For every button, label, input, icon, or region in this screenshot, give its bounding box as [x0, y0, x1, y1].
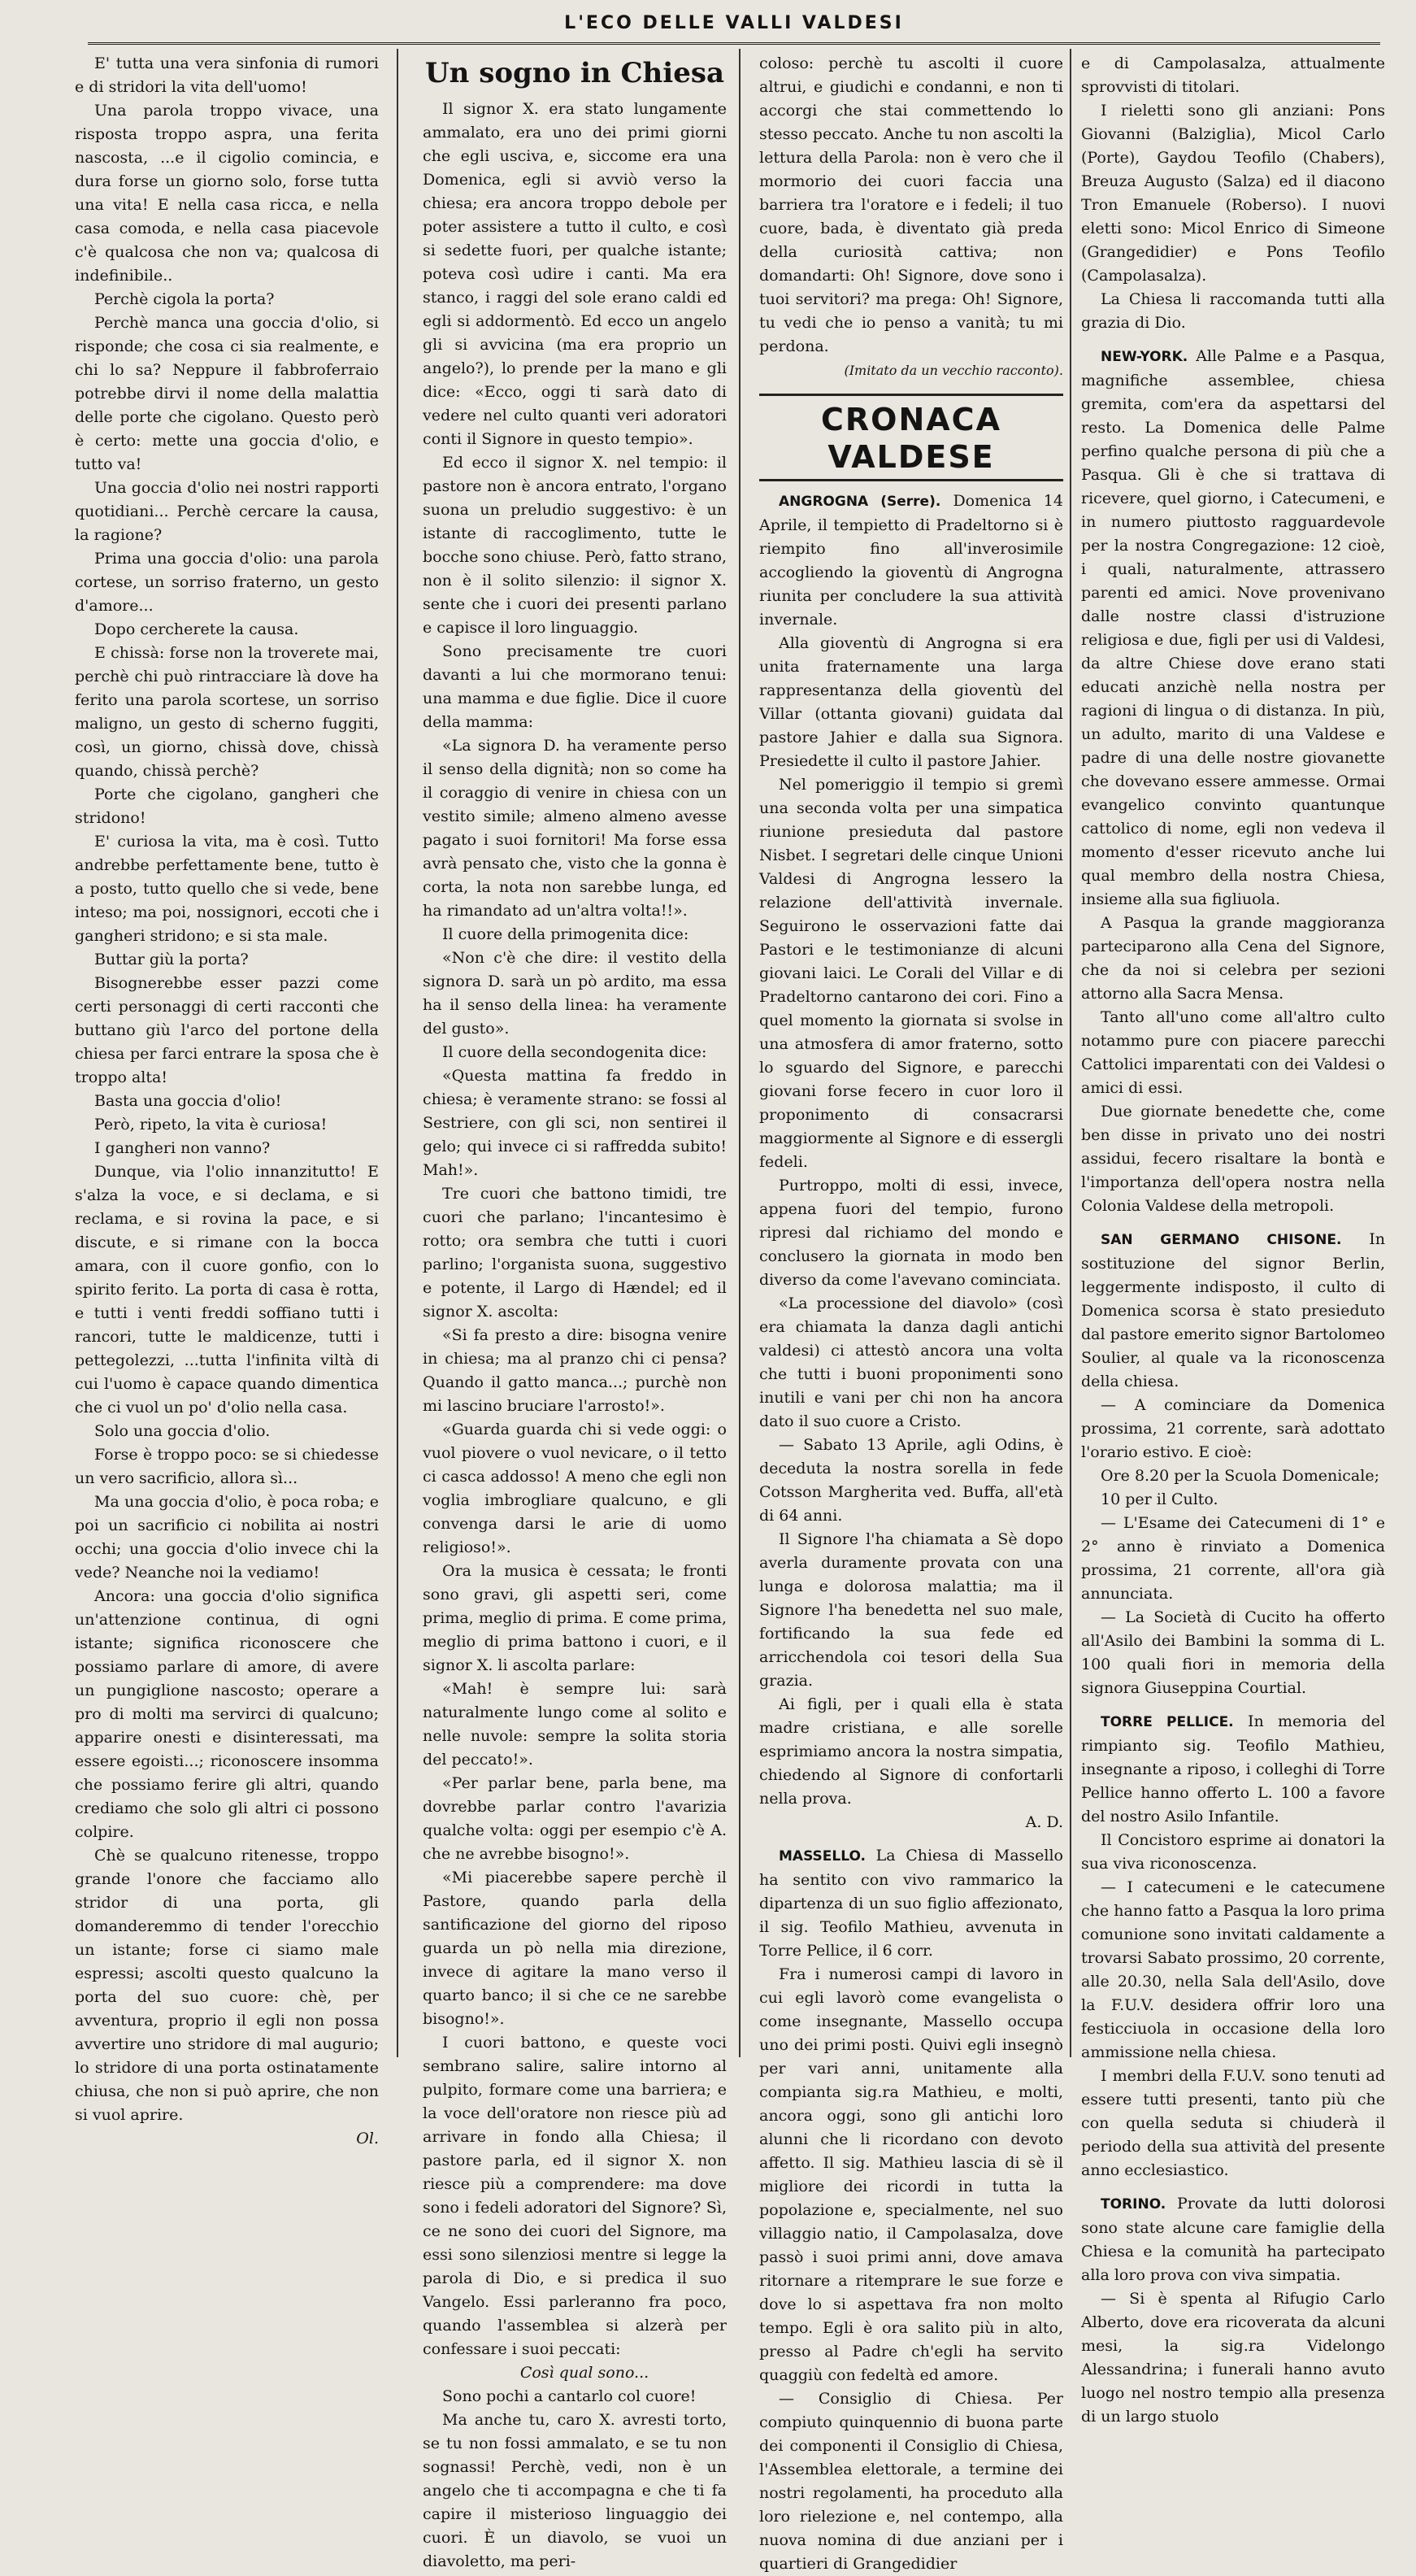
place-name: TORINO.: [1101, 2196, 1166, 2213]
paragraph: I cuori battono, e queste voci sembrano salire, salire intorno al pulpito, formare come una barriera; e la voce dell'oratore non riesce più ad arrivare in fondo alla Chiesa; il pastore parla, ed il signor X. non riesce più a comprendere: ma dove sono i fedeli adoratori del Signore? Sì, ce ne sono dei cuori del Signore, ma essi sono silenziosi mentre si legge la parola di Dio, e si predica il suo Vangelo. Essi parleranno fra poco, quando l'assemblea si alzerà per confessare i suoi peccati:: [423, 2034, 727, 2358]
paragraph: e di Campolasalza, attualmente sprovvisti di titolari.: [1081, 54, 1385, 96]
paragraph: Due giornate benedette che, come ben disse in privato uno dei nostri assidui, fecero risaltare la bontà e l'importanza dell'opera nostra nella Colonia Valdese della metropoli.: [1081, 1103, 1385, 1215]
paragraph: Alle Palme e a Pasqua, magnifiche assemblee, chiesa gremita, com'era da aspettarsi del resto. La Domenica delle Palme perfino qualche persona di più che a Pasqua. Gli è che si trattava di ricevere, quel giorno, i Catecumeni, e in numero piuttosto ragguardevole per la nostra Congregazione: 12 cioè, i quali, naturalmente, attrassero parenti ed amici. Nove provenivano dalle nostre classi d'istruzione religiosa e due, figli per usi di Valdesi, da altre Chiese dove erano stati educati anzichè nella nostra per ragioni di lingua o di distanza. In più, un adulto, marito di una Valdese e padre di una delle nostre giovanette che dovevano essere ammesse. Ormai evangelico convinto quantunque cattolico di nome, egli non vedeva il momento d'esser ricevuto anche lui qual membro della nostra Chiesa, insieme alla sua figliuola.: [1081, 347, 1385, 908]
paragraph: E chissà: forse non la troverete mai, perchè chi può rintracciare là dove ha ferito una parola scortese, un sorriso maligno, un gesto di scherno fuggiti, così, un giorno, chissà dove, chissà quando, chissà perchè?: [75, 644, 379, 780]
paragraph: coloso: perchè tu ascolti il cuore altrui, e giudichi e condanni, e non ti accorgi che stai commettendo lo stesso peccato. Anche tu non ascolti la lettura della Parola: non è vero che il mormorio dei cuori faccia una barriera tra l'oratore e i fedeli; il tuo cuore, bada, è diventato già preda della curiosità cattiva; non domandarti: Oh! Signore, dove sono i tuoi servitori? ma prega: Oh! Signore, tu vedi che io penso a vanità; tu mi perdona.: [759, 54, 1063, 355]
paragraph: I gangheri non vanno?: [94, 1139, 271, 1157]
paragraph: Ed ecco il signor X. nel tempio: il pastore non è ancora entrato, l'organo suona un preludio suggestivo: è un istante di raccoglimento, tutte le bocche sono chiuse. Però, fatto strano, non è il solito silenzio: il signor X. sente che i cuori dei presenti parlano e capisce il loro linguaggio.: [423, 454, 727, 637]
paragraph: «La processione del diavolo» (così era chiamata la danza dagli antichi valdesi) ci attestò ancora una volta che tutti i buoni proponimenti sono inutili e vani per chi non ha ancora dato il suo cuore a Cristo.: [759, 1295, 1063, 1430]
author-initials: A. D.: [1025, 1813, 1063, 1831]
news-item-massello: [759, 1844, 1063, 1963]
paragraph: A Pasqua la grande maggioranza parteciparono alla Cena del Signore, che da noi si celebra per sezioni attorno alla Sacra Mensa.: [1081, 914, 1385, 1003]
article-title: Un sogno in Chiesa: [424, 57, 724, 89]
paragraph: Basta una goccia d'olio!: [94, 1092, 282, 1110]
newspaper-title: L'ECO DELLE VALLI VALDESI: [564, 13, 904, 33]
paragraph: — Si è spenta al Rifugio Carlo Alberto, dove era ricoverata da alcuni mesi, la sig.ra Videlongo Alessandrina; i funerali hanno avuto luogo nel nostro tempio alla presenza di un largo stuolo: [1081, 2290, 1385, 2426]
paragraph: Purtroppo, molti di essi, invece, appena fuori del tempio, furono ripresi dal richiamo del mondo e conclusero la giornata in modo ben diverso da come l'avevano cominciata.: [759, 1177, 1063, 1289]
paragraph: Ma anche tu, caro X. avresti torto, se tu non fossi ammalato, e se tu non sognassi! Perchè, vedi, non è un angelo che ti accompagna e che ti fa capire il misterioso linguaggio dei cuori. È un diavolo, se vuoi un diavoletto, ma peri-: [423, 2411, 727, 2570]
paragraph: Porte che cigolano, gangheri che stridono!: [75, 785, 379, 827]
paragraph: — I catecumeni e le catecumene che hanno fatto a Pasqua la loro prima comunione sono invitati caldamente a trovarsi Sabato prossimo, 20 corrente, alle 20.30, nella Sala dell'Asilo, dove la F.U.V. desidera offrir loro una festicciuola in occasione della loro ammissione nella chiesa.: [1081, 1878, 1385, 2061]
paragraph: Ai figli, per i quali ella è stata madre cristiana, e alle sorelle esprimiamo ancora la nostra simpatia, chiedendo al Signore di confortarli nella prova.: [759, 1695, 1063, 1808]
paragraph: — Sabato 13 Aprile, agli Odins, è deceduta la nostra sorella in fede Cotsson Margherita ved. Buffa, all'età di 64 anni.: [759, 1436, 1063, 1525]
paragraph: Buttar giù la porta?: [94, 951, 249, 968]
paragraph: «Non c'è che dire: il vestito della signora D. sarà un pò ardito, ma essa ha il senso della linea: ha veramente del gusto».: [423, 949, 727, 1038]
paragraph: Bisognerebbe esser pazzi come certi personaggi di certi racconti che buttano giù l'arco del portone della chiesa per farci entrare la sposa che è troppo alta!: [75, 974, 379, 1086]
paragraph: Fra i numerosi campi di lavoro in cui egli lavorò come evangelista o come insegnante, Massello occupa uno dei primi posti. Quivi egli insegnò per vari anni, unitamente alla compianta sig.ra Mathieu, e molti, ancora oggi, sono gli antichi loro alunni che li ricordano con devoto affetto. Il sig. Mathieu lascia di sè il migliore dei ricordi in tutta la popolazione e, specialmente, nel suo villaggio natio, il Campolasalza, dove passò i suoi primi anni, dove amava ritornare a ritemprare le sue forze e dove lo si aspettava fra non molto tempo. Egli è ora salito più in alto, presso al Padre ch'egli ha servito quaggiù con fedeltà ed amore.: [759, 1965, 1063, 2384]
place-name: MASSELLO.: [779, 1848, 867, 1865]
paragraph: Sono pochi a cantarlo col cuore!: [442, 2387, 697, 2405]
paragraph: Il signor X. era stato lungamente ammalato, era uno dei primi giorni che egli usciva, e, siccome era una Domenica, egli si avviò verso la chiesa; era ancora troppo debole per poter assistere a tutto il culto, e così si sedette fuori, per qualche istante; poteva così udire i canti. Ma era stanco, i raggi del sole erano caldi ed egli si addormentò. Ed ecco un angelo gli si avvicina (ma era proprio un angelo?), lo prende per la mano e gli dice: «Ecco, oggi ti sarà dato di vedere nel culto quanti veri adoratori conti il Signore in questo tempio».: [423, 100, 727, 448]
paragraph: Prima una goccia d'olio: una parola cortese, un sorriso fraterno, un gesto d'amore...: [75, 550, 379, 615]
paragraph: Però, ripeto, la vita è curiosa!: [94, 1116, 328, 1134]
paragraph: In sostituzione del signor Berlin, leggermente indisposto, il culto di Domenica scorsa è stato presieduto dal pastore emerito signor Bartolomeo Soulier, al quale va la riconoscenza della chiesa.: [1081, 1230, 1385, 1390]
news-item-torrepellice: [1081, 1710, 1385, 1829]
paragraph: Perchè cigola la porta?: [94, 290, 275, 308]
place-name: TORRE PELLICE.: [1101, 1714, 1234, 1730]
paragraph: Ora la musica è cessata; le fronti sono gravi, gli aspetti seri, come prima, meglio di prima. E come prima, meglio di prima battono i cuori, e il signor X. li ascolta parlare:: [423, 1562, 727, 1674]
column-rule: [739, 49, 741, 2057]
paragraph: La Chiesa li raccomanda tutti alla grazia di Dio.: [1081, 290, 1385, 332]
column-2: [423, 52, 727, 2570]
paragraph: «Mi piacerebbe sapere perchè il Pastore, quando parla della santificazione del giorno del riposo guarda un pò nella mia direzione, invece di agitare la mano verso il quarto banco; il si che ce ne sarebbe bisogno!».: [423, 1869, 727, 2028]
news-item-torino: [1081, 2192, 1385, 2287]
paragraph: Domenica 14 Aprile, il tempietto di Pradeltorno si è riempito fino all'inverosimile accogliendo la gioventù di Angrogna riunita per concludere la sua attività invernale.: [759, 492, 1063, 629]
paragraph: — A cominciare da Domenica prossima, 21 corrente, sarà adottato l'orario estivo. E cioè:: [1081, 1396, 1385, 1461]
place-name: SAN GERMANO CHISONE.: [1101, 1232, 1342, 1248]
paragraph: «Si fa presto a dire: bisogna venire in chiesa; ma al pranzo chi ci pensa? Quando il gatto manca...; purchè non mi lascino bruciare l'arrosto!».: [423, 1326, 727, 1415]
paragraph: «Guarda guarda chi si vede oggi: o vuol piovere o vuol nevicare, o il tetto ci casca addosso! A meno che egli non voglia imbrogliare qualcuno, e gli convenga darsi le arie di uomo religioso!».: [423, 1421, 727, 1556]
paragraph: Il Concistoro esprime ai donatori la sua viva riconoscenza.: [1081, 1831, 1385, 1873]
paragraph: Perchè manca una goccia d'olio, si risponde; che cosa ci sia realmente, e chi lo sa? Neppure il fabbroferraio potrebbe dirvi il nome della malattia delle porte che cigolano. Questo però è certo: mette una goccia d'olio, e tutto va!: [75, 314, 379, 473]
paragraph: Il cuore della secondogenita dice:: [442, 1043, 707, 1061]
paragraph: Ancora: una goccia d'olio significa un'attenzione continua, di ogni istante; significa riconoscere che possiamo parlare di amore, di avere un pungiglione nascosto; operare a pro di molti ma servirci di qualcuno; apparire onesti e disinteressati, ma essere egoisti...; riconoscere insomma che possiamo ferire gli altri, quando crediamo che solo gli altri ci possono colpire.: [75, 1587, 379, 1841]
column-rule: [397, 49, 398, 2057]
paragraph: «Per parlar bene, parla bene, ma dovrebbe parlar contro l'avarizia qualche volta: oggi per esempio c'è A. che ne avrebbe bisogno!».: [423, 1774, 727, 1863]
news-item-angrogna: [759, 490, 1063, 632]
paragraph: Ma una goccia d'olio, è poca roba; e poi un sacrificio ci nobilita ai nostri occhi; una goccia d'olio invece chi la vede? Neanche noi la vediamo!: [75, 1493, 379, 1582]
paragraph: Dopo cercherete la causa.: [94, 620, 299, 638]
column-rule: [1070, 49, 1071, 2057]
paragraph: Tre cuori che battono timidi, tre cuori che parlano; l'incantesimo è rotto; ora sembra che tutti i cuori parlino; l'organista suona, suggestivo e potente, il Largo di Hændel; ed il signor X. ascolta:: [423, 1185, 727, 1321]
paragraph: Dunque, via l'olio innanzitutto! E s'alza la voce, e si declama, e si reclama, e si rovina la pace, e si discute, e si rimane con la bocca amara, con il cuore gonfio, con lo spirito ferito. La porta di casa è rotta, e tutti i venti freddi soffiano tutti i rancori, tutte le maldicenze, tutti i pettegolezzi, ...tutta l'infinita viltà di cui l'uomo è capace quando dimentica che ci vuol un po' d'olio nella casa.: [75, 1163, 379, 1416]
hymn-quote: Così qual sono...: [519, 2364, 649, 2382]
paragraph: — L'Esame dei Catecumeni di 1° e 2° anno è rinviato a Domenica prossima, 21 corrente, all'ora già annunciata.: [1081, 1514, 1385, 1603]
paragraph: Provate da lutti dolorosi sono state alcune care famiglie della Chiesa e la comunità ha partecipato alla loro prova con viva simpatia.: [1081, 2195, 1386, 2284]
paragraph: — La Società di Cucito ha offerto all'Asilo dei Bambini la somma di L. 100 quali fiori in memoria della signora Giuseppina Courtial.: [1081, 1608, 1385, 1697]
source-note: (Imitato da un vecchio racconto).: [844, 363, 1063, 378]
news-item-newyork: [1081, 345, 1385, 912]
paragraph: Ore 8.20 per la Scuola Domenicale;: [1101, 1467, 1379, 1485]
paragraph: La Chiesa di Massello ha sentito con vivo rammarico la dipartenza di un suo figlio affezionato, il sig. Teofilo Mathieu, avvenuta in Torre Pellice, il 6 corr.: [759, 1847, 1063, 1960]
paragraph: I rieletti sono gli anziani: Pons Giovanni (Balziglia), Micol Carlo (Porte), Gaydou Teofilo (Chabers), Breuza Augusto (Salza) ed il diacono Tron Emanuele (Roberso). I nuovi eletti sono: Micol Enrico di Simeone (Grangedidier) e Pons Teofilo (Campolasalza).: [1081, 102, 1385, 285]
place-name: ANGROGNA (Serre).: [779, 494, 941, 510]
paragraph: In memoria del rimpianto sig. Teofilo Mathieu, insegnante a riposo, i colleghi di Torre Pellice hanno offerto L. 100 a favore del nostro Asilo Infantile.: [1081, 1712, 1385, 1825]
paragraph: Forse è troppo poco: se si chiedesse un vero sacrificio, allora sì...: [75, 1446, 379, 1487]
author-signature: Ol.: [356, 2130, 379, 2147]
column-1: [75, 52, 379, 2147]
paragraph: 10 per il Culto.: [1101, 1490, 1218, 1508]
column-4: [1081, 52, 1386, 2426]
section-title: CRONACA VALDESE: [759, 394, 1063, 481]
paragraph: Sono precisamente tre cuori davanti a lui che mormorano tenui: una mamma e due figlie. Dice il cuore della mamma:: [423, 642, 727, 731]
paragraph: Il Signore l'ha chiamata a Sè dopo averla duramente provata con una lunga e dolorosa malattia; ma il Signore l'ha benedetta nel suo male, fortificando la sua fede ed arricchendola coi tesori della Sua grazia.: [759, 1530, 1063, 1690]
paragraph: Alla gioventù di Angrogna si era unita fraternamente una larga rappresentanza della gioventù del Villar (ottanta giovani) guidata dal pastore Jahier e dalla sua Signora. Presiedette il culto il pastore Jahier.: [759, 634, 1063, 770]
paragraph: Una goccia d'olio nei nostri rapporti quotidiani... Perchè cercare la causa, la ragione?: [75, 479, 379, 544]
paragraph: Solo una goccia d'olio.: [94, 1422, 271, 1440]
paragraph: E' tutta una vera sinfonia di rumori e di stridori la vita dell'uomo!: [75, 54, 379, 96]
paragraph: E' curiosa la vita, ma è così. Tutto andrebbe perfettamente bene, tutto è a posto, tutto quello che si vede, bene inteso; ma poi, nossignori, eccoti che i gangheri stridono; e si sta male.: [75, 833, 379, 945]
paragraph: I membri della F.U.V. sono tenuti ad essere tutti presenti, tanto più che con quella seduta si chiuderà il periodo della sua attività del presente anno ecclesiastico.: [1081, 2067, 1385, 2179]
paragraph: Chè se qualcuno ritenesse, troppo grande l'onore che facciamo allo stridor di una porta, gli domanderemmo di tender l'orecchio un istante; forse ci siamo male espressi; ascolti questo qualcuno la porta del suo cuore: chè, per avventura, proprio il egli non possa avvertire uno stridore di mal augurio; lo stridore di una porta ostinatamente chiusa, che non si può aprire, che non si vuol aprire.: [75, 1847, 379, 2124]
paragraph: Nel pomeriggio il tempio si gremì una seconda volta per una simpatica riunione presieduta dal pastore Nisbet. I segretari delle cinque Unioni Valdesi di Angrogna lessero la relazione dell'attività invernale. Seguirono le osservazioni fatte dai Pastori e le testimonianze di alcuni giovani laici. Le Corali del Villar e di Pradeltorno cantarono dei cori. Fino a quel momento la giornata si svolse in una atmosfera di amor fraterno, sotto lo sguardo del Signore, e parecchi giovani forse fecero in cuor loro il proponimento di consacrarsi maggiormente al Signore e di essergli fedeli.: [759, 776, 1063, 1171]
news-item-sangermano: [1081, 1228, 1385, 1394]
paragraph: — Consiglio di Chiesa. Per compiuto quinquennio di buona parte dei componenti il Consiglio di Chiesa, l'Assemblea elettorale, a termine dei nostri regolamenti, ha proceduto alla loro rielezione e, nel contempo, alla nuova nomina di due anziani per i quartieri di Grangedidier: [759, 2390, 1063, 2573]
paragraph: Tanto all'uno come all'altro culto notammo pure con piacere parecchi Cattolici imparentati con dei Valdesi o amici di essi.: [1081, 1008, 1385, 1097]
paragraph: Una parola troppo vivace, una risposta troppo aspra, una ferita nascosta, ...e il cigolio comincia, e dura forse un giorno solo, forse tutta una vita! E nella casa ricca, e nella casa comoda, e nella casa piacevole c'è qualcosa che non va; qualcosa di indefinibile..: [75, 102, 379, 285]
paragraph: Il cuore della primogenita dice:: [442, 925, 689, 943]
paragraph: «Mah! è sempre lui: sarà naturalmente lungo come al solito e nelle nuvole: sempre la solita storia del peccato!».: [423, 1680, 727, 1769]
column-3: [759, 52, 1063, 2573]
paragraph: «La signora D. ha veramente perso il senso della dignità; non so come ha il coraggio di venire in chiesa con un vestito simile; almeno almeno avesse pagato i suoi fornitori! Ma forse essa avrà pensato che, visto che la gonna è corta, la nota non sarebbe lunga, ed ha rimandato ad un'altra volta!!».: [423, 737, 727, 920]
newspaper-header: [88, 5, 1380, 45]
paragraph: «Questa mattina fa freddo in chiesa; è veramente strano: se fossi al Sestriere, con gli sci, non sentirei il gelo; qui invece ci si raffredda subito! Mah!».: [423, 1067, 727, 1179]
place-name: NEW-YORK.: [1101, 349, 1188, 365]
